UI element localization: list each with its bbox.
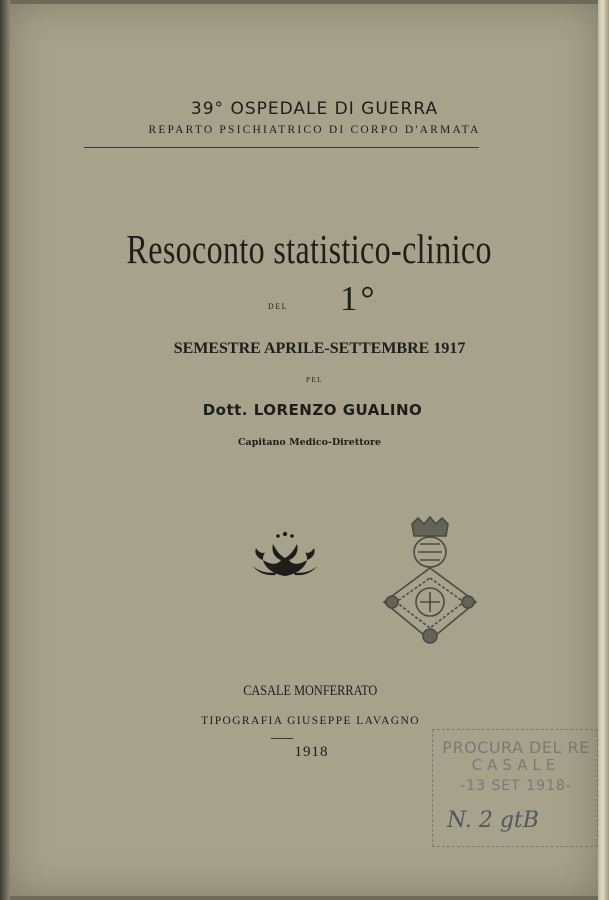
imprint-printer: TIPOGRAFIA GIUSEPPE LAVAGNO <box>201 715 420 727</box>
author-role: Capitano Medico-Direttore <box>238 437 381 448</box>
imprint-year: 1918 <box>294 744 329 760</box>
imprint-divider <box>271 738 293 739</box>
stamp-line-2: CASALE <box>471 756 561 774</box>
document-title: Resoconto statistico-clinico <box>126 226 492 272</box>
title-number: 1° <box>340 279 378 318</box>
stamp-date: -13 SET 1918- <box>460 778 572 794</box>
department-name: REPARTO PSICHIATRICO DI CORPO D'ARMATA <box>148 124 481 136</box>
stamp-handwritten-number: N. 2 gtB <box>447 808 539 833</box>
author-name: Dott. LORENZO GUALINO <box>202 401 423 419</box>
stamp-line-1: PROCURA DEL RE <box>442 738 590 757</box>
title-del: DEL <box>268 302 289 311</box>
court-receipt-stamp <box>432 729 598 847</box>
header-divider <box>84 147 479 148</box>
pel-line: PEL <box>306 376 323 384</box>
printer-ornament-icon <box>251 530 319 580</box>
imprint-city: CASALE MONFERRATO <box>243 683 378 699</box>
library-emblem-stamp-icon <box>380 514 480 646</box>
semester-line: SEMESTRE APRILE-SETTEMBRE 1917 <box>173 340 466 357</box>
hospital-name: 39° OSPEDALE DI GUERRA <box>190 99 439 119</box>
